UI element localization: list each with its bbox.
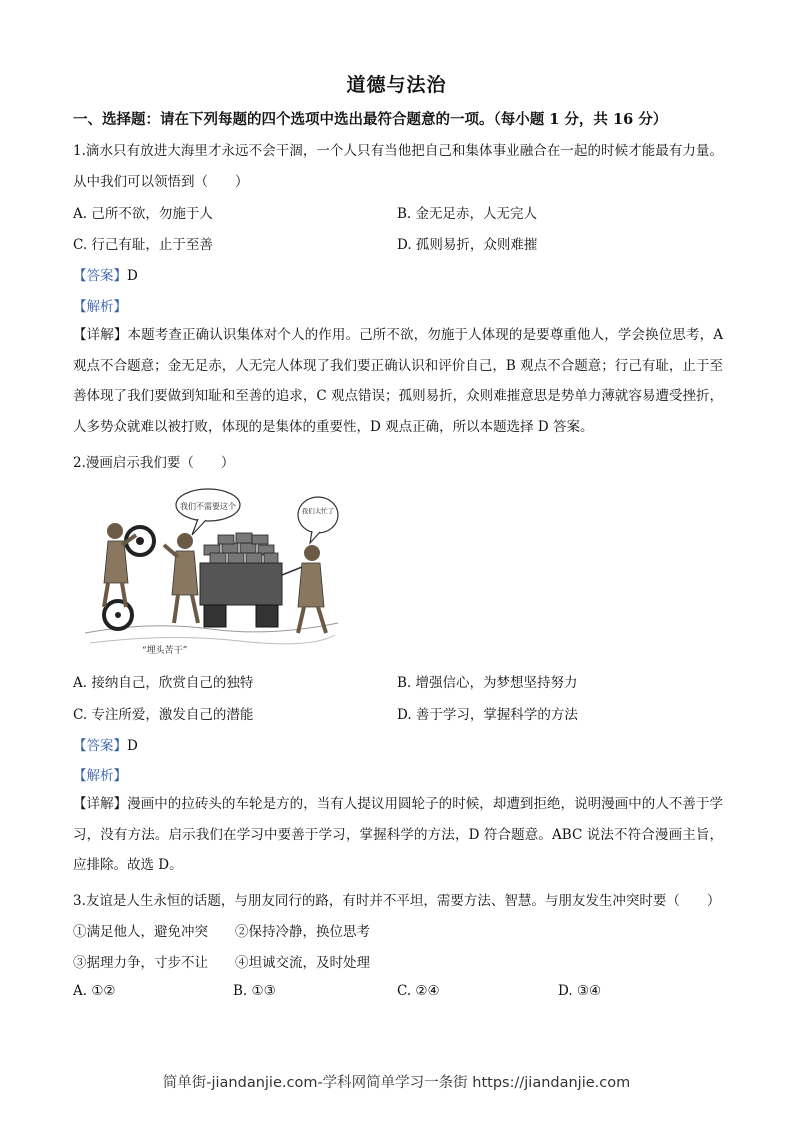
- q1-option-a: A. 己所不欲，勿施于人: [73, 206, 213, 222]
- q2-option-b: B. 增强信心，为梦想坚持努力: [397, 675, 578, 691]
- q1-option-d: D. 孤则易折，众则难摧: [397, 237, 538, 253]
- bubble-left-text: 我们不需要这个: [180, 502, 236, 511]
- q1-detail: [73, 320, 723, 442]
- detail-tag: 【详解】: [73, 327, 128, 343]
- q2-option-a: A. 接纳自己，欣赏自己的独特: [73, 675, 254, 691]
- page-title: 道德与法治: [346, 74, 447, 96]
- detail-tag: 【详解】: [73, 796, 128, 812]
- q3-stem: 3.友谊是人生永恒的话题，与朋友同行的路，有时并不平坦，需要方法、智慧。与朋友发生冲突时要（ ）: [73, 893, 721, 909]
- q2-stem: 2.漫画启示我们要（ ）: [73, 455, 235, 471]
- q3-option-a: A. ①②: [73, 983, 116, 999]
- q3-items-row1: ①满足他人，避免冲突 ②保持冷静，换位思考: [73, 924, 370, 940]
- answer-tag: 【答案】: [73, 738, 127, 754]
- q2-detail: [73, 789, 723, 881]
- answer-value: D: [127, 738, 138, 754]
- detail-text: 本题考查正确认识集体对个人的作用。己所不欲，勿施于人体现的是要尊重他人，学会换位思考，A 观点不合题意；金无足赤，人无完人体现了我们要正确认识和评价自己，B 观点不合题意；行己有耻，止于至善体现了我们要做到知耻和至善的追求，C 观点错误；孤则易折，众则难摧意思是势单力薄就容易遭受挫折，人多势众就难以被打败，体现的是集体的重要性，D 观点正确，所以本题选择 D 答案。: [73, 327, 724, 435]
- cartoon-image: [80, 483, 342, 661]
- answer-value: D: [127, 268, 138, 284]
- q3-option-d: D. ③④: [558, 983, 602, 999]
- q1-answer: [73, 264, 138, 284]
- answer-tag: 【答案】: [73, 268, 127, 284]
- q2-answer: [73, 734, 138, 754]
- section-heading: 一、选择题：请在下列每题的四个选项中选出最符合题意的一项。（每小题 1 分，共 16 分）: [73, 111, 668, 128]
- q1-option-c: C. 行己有耻，止于至善: [73, 237, 213, 253]
- q2-analysis-tag: 【解析】: [73, 768, 127, 784]
- q1-analysis-tag: 【解析】: [73, 299, 127, 315]
- q1-option-b: B. 金无足赤，人无完人: [397, 206, 538, 222]
- q1-stem: 1.滴水只有放进大海里才永远不会干涸，一个人只有当他把自己和集体事业融合在一起的时候才能最有力量。从中我们可以领悟到（ ）: [73, 143, 723, 190]
- q3-option-b: B. ①③: [233, 983, 276, 999]
- cartoon-caption: “埋头苦干”: [142, 646, 188, 656]
- q3-items-row2: ③据理力争，寸步不让 ④坦诚交流，及时处理: [73, 955, 370, 971]
- q3-option-c: C. ②④: [397, 983, 440, 999]
- detail-text: 漫画中的拉砖头的车轮是方的，当有人提议用圆轮子的时候，却遭到拒绝，说明漫画中的人不善于学习，没有方法。启示我们在学习中要善于学习，掌握科学的方法，D 符合题意。ABC 说法不符合漫画主旨，应排除。故选 D。: [73, 796, 724, 873]
- q2-option-c: C. 专注所爱，激发自己的潜能: [73, 707, 254, 723]
- footer-watermark: 简单街-jiandanjie.com-学科网简单学习一条街 https://jiandanjie.com: [162, 1075, 631, 1091]
- q2-option-d: D. 善于学习，掌握科学的方法: [397, 707, 578, 723]
- bubble-right-text: 我们太忙了: [301, 507, 335, 515]
